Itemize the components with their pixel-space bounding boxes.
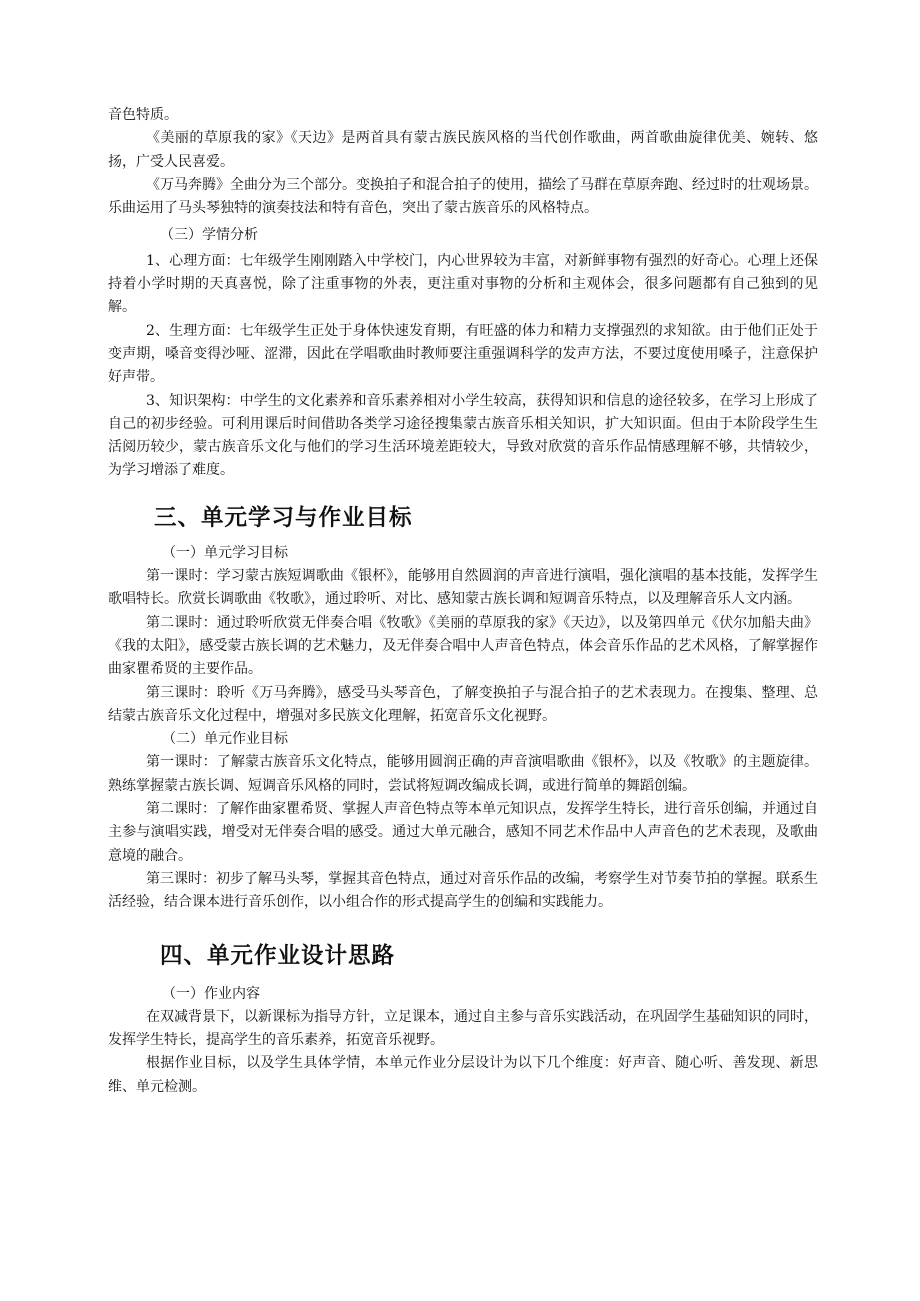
paragraph-learning-lesson-3: 第三课时：聆听《万马奔腾》，感受马头琴音色，了解变换拍子与混合拍子的艺术表现力。在搜集、整理、总结蒙古族音乐文化过程中，增强对多民族文化理解，拓宽音乐文化视野。 [108,684,818,724]
paragraph-content-2: 根据作业目标，以及学生具体学情，本单元作业分层设计为以下几个维度：好声音、随心听、善发现、新思维、单元检测。 [108,1055,818,1095]
subheading-student-analysis: （三）学情分析 [160,227,258,244]
paragraph-songs-intro: 《美丽的草原我的家》《天边》是两首具有蒙古族民族风格的当代创作歌曲，两首歌曲旋律优美、婉转、悠扬，广受人民喜爱。 [108,130,818,170]
subheading-learning-goals: （一）单元学习目标 [162,544,288,561]
document-page [108,104,818,1099]
paragraph-homework-lesson-1: 第一课时：了解蒙古族音乐文化特点，能够用圆润正确的声音演唱歌曲《银杯》，以及《牧歌》的主题旋律。熟练掌握蒙古族长调、短调音乐风格的同时，尝试将短调改编成长调，或进行简单的舞蹈创编。 [108,754,818,794]
paragraph-physiology: 2、生理方面：七年级学生正处于身体快速发育期，有旺盛的体力和精力支撑强烈的求知欲。由于他们正处于变声期，嗓音变得沙哑、涩滞，因此在学唱歌曲时教师要注重强调科学的发声方法，不要过度使用嗓子，注意保护好声带。 [108,322,818,386]
paragraph-psychology: 1、心理方面：七年级学生刚刚踏入中学校门，内心世界较为丰富，对新鲜事物有强烈的好奇心。心理上还保持着小学时期的天真喜悦，除了注重事物的外表，更注重对事物的分析和主观体会，很多问题都有自己独到的见解。 [108,252,818,316]
section-heading-goals: 三、单元学习与作业目标 [154,504,413,531]
paragraph-continuation: 音色特质。 [108,107,178,123]
subheading-homework-goals: （二）单元作业目标 [162,731,288,748]
paragraph-homework-lesson-3: 第三课时：初步了解马头琴，掌握其音色特点，通过对音乐作品的改编，考察学生对节奏节拍的掌握。联系生活经验，结合课本进行音乐创作，以小组合作的形式提高学生的创编和实践能力。 [108,870,818,911]
paragraph-homework-lesson-2: 第二课时：了解作曲家瞿希贤、掌握人声音色特点等本单元知识点，发挥学生特长，进行音乐创编，并通过自主参与演唱实践，增受对无伴奏合唱的感受。通过大单元融合，感知不同艺术作品中人声音色的艺术表现，及歌曲意境的融合。 [108,801,818,864]
paragraph-knowledge: 3、知识架构：中学生的文化素养和音乐素养相对小学生较高，获得知识和信息的途径较多，在学习上形成了自己的初步经验。可利用课后时间借助各类学习途径搜集蒙古族音乐相关知识，扩大知识面。但由于本阶段学生生活阅历较少，蒙古族音乐文化与他们的学习生活环境差距较大，导致对欣赏的音乐作品情感理解不够，共情较少，为学习增添了难度。 [108,392,818,479]
paragraph-wanma-benteng: 《万马奔腾》全曲分为三个部分。变换拍子和混合拍子的使用，描绘了马群在草原奔跑、经过时的壮观场景。乐曲运用了马头琴独特的演奏技法和特有音色，突出了蒙古族音乐的风格特点。 [108,176,818,217]
subheading-homework-content: （一）作业内容 [162,985,260,1002]
section-heading-design: 四、单元作业设计思路 [160,942,396,969]
paragraph-learning-lesson-1: 第一课时：学习蒙古族短调歌曲《银杯》，能够用自然圆润的声音进行演唱，强化演唱的基本技能，发挥学生歌唱特长。欣赏长调歌曲《牧歌》，通过聆听、对比、感知蒙古族长调和短调音乐特点，以及理解音乐人文内涵。 [108,568,818,608]
paragraph-content-1: 在双减背景下，以新课标为指导方针，立足课本，通过自主参与音乐实践活动，在巩固学生基础知识的同时，发挥学生特长，提高学生的音乐素养，拓宽音乐视野。 [108,1008,818,1049]
paragraph-learning-lesson-2: 第二课时：通过聆听欣赏无伴奏合唱《牧歌》《美丽的草原我的家》《天边》，以及第四单元《伏尔加船夫曲》《我的太阳》，感受蒙古族长调的艺术魅力，及无伴奏合唱中人声音色特点，体会音乐作品的艺术风格，了解掌握作曲家瞿希贤的主要作品。 [108,614,818,678]
